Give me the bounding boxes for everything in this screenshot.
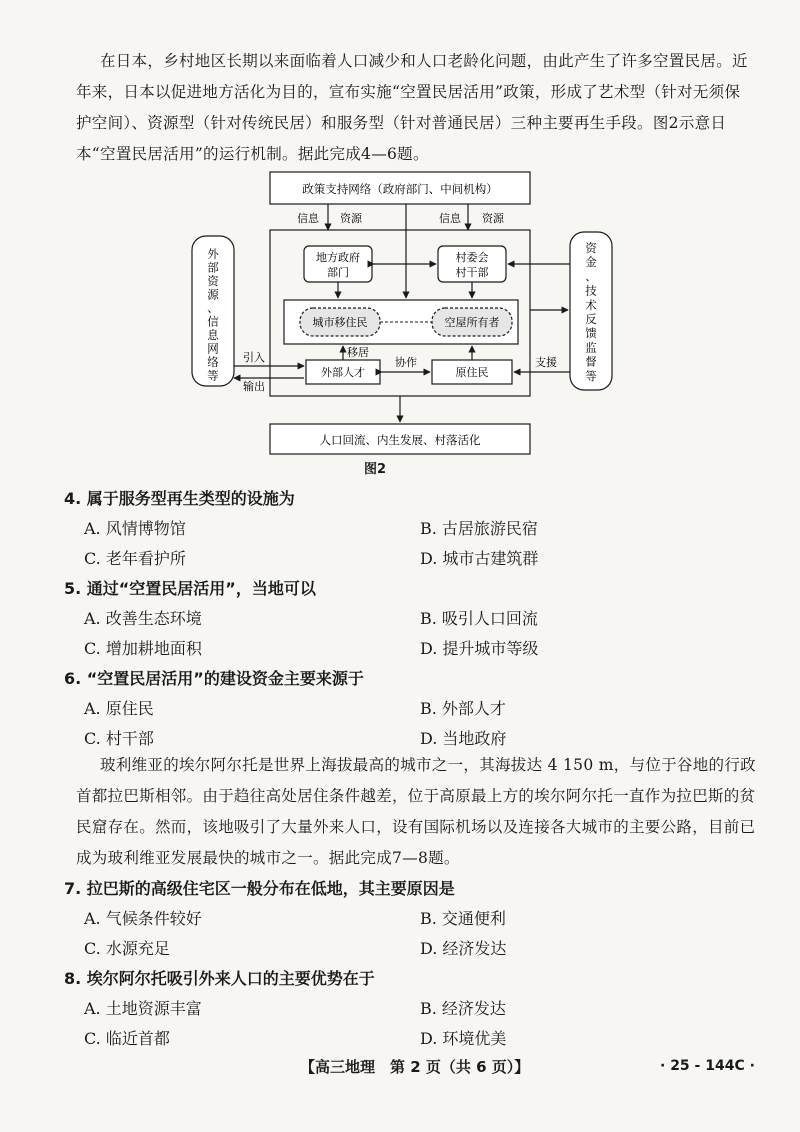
- q6-option-d: D. 当地政府: [420, 729, 507, 748]
- resource-label-left: 资源: [340, 212, 362, 225]
- q4-option-b: B. 古居旅游民宿: [420, 519, 538, 538]
- q4-option-d: D. 城市古建筑群: [420, 549, 539, 568]
- village-label-2: 村干部: [455, 266, 489, 279]
- q4-option-c: C. 老年看护所: [84, 549, 186, 568]
- q6-stem: 6. “空置民居活用”的建设资金主要来源于: [64, 669, 364, 688]
- passage-2: 玻利维亚的埃尔阿尔托是世界上海拔最高的城市之一，其海拔达 4 150 m，与位于谷地的行政首都拉巴斯相邻。由于趋往高处居住条件越差，位于高原最上方的埃尔阿尔托一直作为拉巴斯的贫民窟存在。然而，该地吸引了大量外来人口，设有国际机场以及连接各大城市的主要公路，目前已成为玻利维亚发展最快的城市之一。据此完成7—8题。: [76, 756, 756, 867]
- local-gov-label-2: 部门: [327, 266, 349, 279]
- q6-option-b: B. 外部人才: [420, 699, 506, 718]
- q5-option-d: D. 提升城市等级: [420, 639, 539, 658]
- q5-option-c: C. 增加耕地面积: [84, 639, 202, 658]
- exam-code: · 25 - 144C ·: [660, 1058, 755, 1074]
- passage-1: 在日本，乡村地区长期以来面临着人口减少和人口老龄化问题，由此产生了许多空置民居。近年来，日本以促进地方活化为目的，宣布实施“空置民居活用”政策，形成了艺术型（针对无须保护空间）、资源型（针对传统民居）和服务型（针对普通民居）三种主要再生手段。图2示意日本“空置民居活用”的运行机制。据此完成4—6题。: [76, 52, 748, 163]
- cooperate-label: 协作: [395, 356, 417, 369]
- q8-option-a: A. 土地资源丰富: [84, 999, 202, 1018]
- local-gov-label: 地方政府: [316, 251, 360, 264]
- q6-option-c: C. 村干部: [84, 729, 154, 748]
- q5-option-b: B. 吸引人口回流: [420, 609, 538, 628]
- result-label: 人口回流、内生发展、村落活化: [319, 433, 481, 447]
- q4-stem: 4. 属于服务型再生类型的设施为: [64, 489, 295, 508]
- figure-caption: 图2: [364, 462, 387, 477]
- q5-option-a: A. 改善生态环境: [84, 609, 202, 628]
- outside-talent-label: 外部人才: [321, 366, 365, 379]
- q8-stem: 8. 埃尔阿尔托吸引外来人口的主要优势在于: [64, 969, 375, 988]
- q6-option-a: A. 原住民: [84, 699, 154, 718]
- q8-option-c: C. 临近首都: [84, 1029, 170, 1048]
- mechanism-diagram: [188, 170, 628, 458]
- original-residents-label: 原住民: [455, 366, 489, 379]
- q5-stem: 5. 通过“空置民居活用”，当地可以: [64, 579, 316, 598]
- info-label-left: 信息: [297, 212, 319, 225]
- support-label: 支援: [535, 356, 557, 369]
- q7-option-b: B. 交通便利: [420, 909, 506, 928]
- q7-option-c: C. 水源充足: [84, 939, 170, 958]
- q7-stem: 7. 拉巴斯的高级住宅区一般分布在低地，其主要原因是: [64, 879, 455, 898]
- resource-label-right: 资源: [482, 212, 504, 225]
- q8-option-d: D. 环境优美: [420, 1029, 507, 1048]
- village-label: 村委会: [455, 251, 489, 264]
- policy-network-label: 政策支持网络（政府部门、中间机构）: [302, 182, 498, 196]
- empty-owner-label: 空屋所有者: [444, 316, 500, 329]
- page-footer: 【高三地理 第 2 页（共 6 页）】: [300, 1058, 530, 1076]
- funds-label: 资金、技术反馈监督等: [585, 241, 597, 383]
- q8-option-b: B. 经济发达: [420, 999, 506, 1018]
- city-migrants-label: 城市移住民: [312, 316, 368, 329]
- external-resources-label: 外部资源、信息网络等: [207, 247, 219, 383]
- q4-option-a: A. 风情博物馆: [84, 519, 186, 538]
- q7-option-d: D. 经济发达: [420, 939, 507, 958]
- relocate-label: 移居: [347, 346, 369, 359]
- q7-option-a: A. 气候条件较好: [84, 909, 202, 928]
- introduce-label: 引入: [243, 351, 265, 364]
- output-label: 输出: [243, 380, 265, 393]
- info-label-right: 信息: [439, 212, 461, 225]
